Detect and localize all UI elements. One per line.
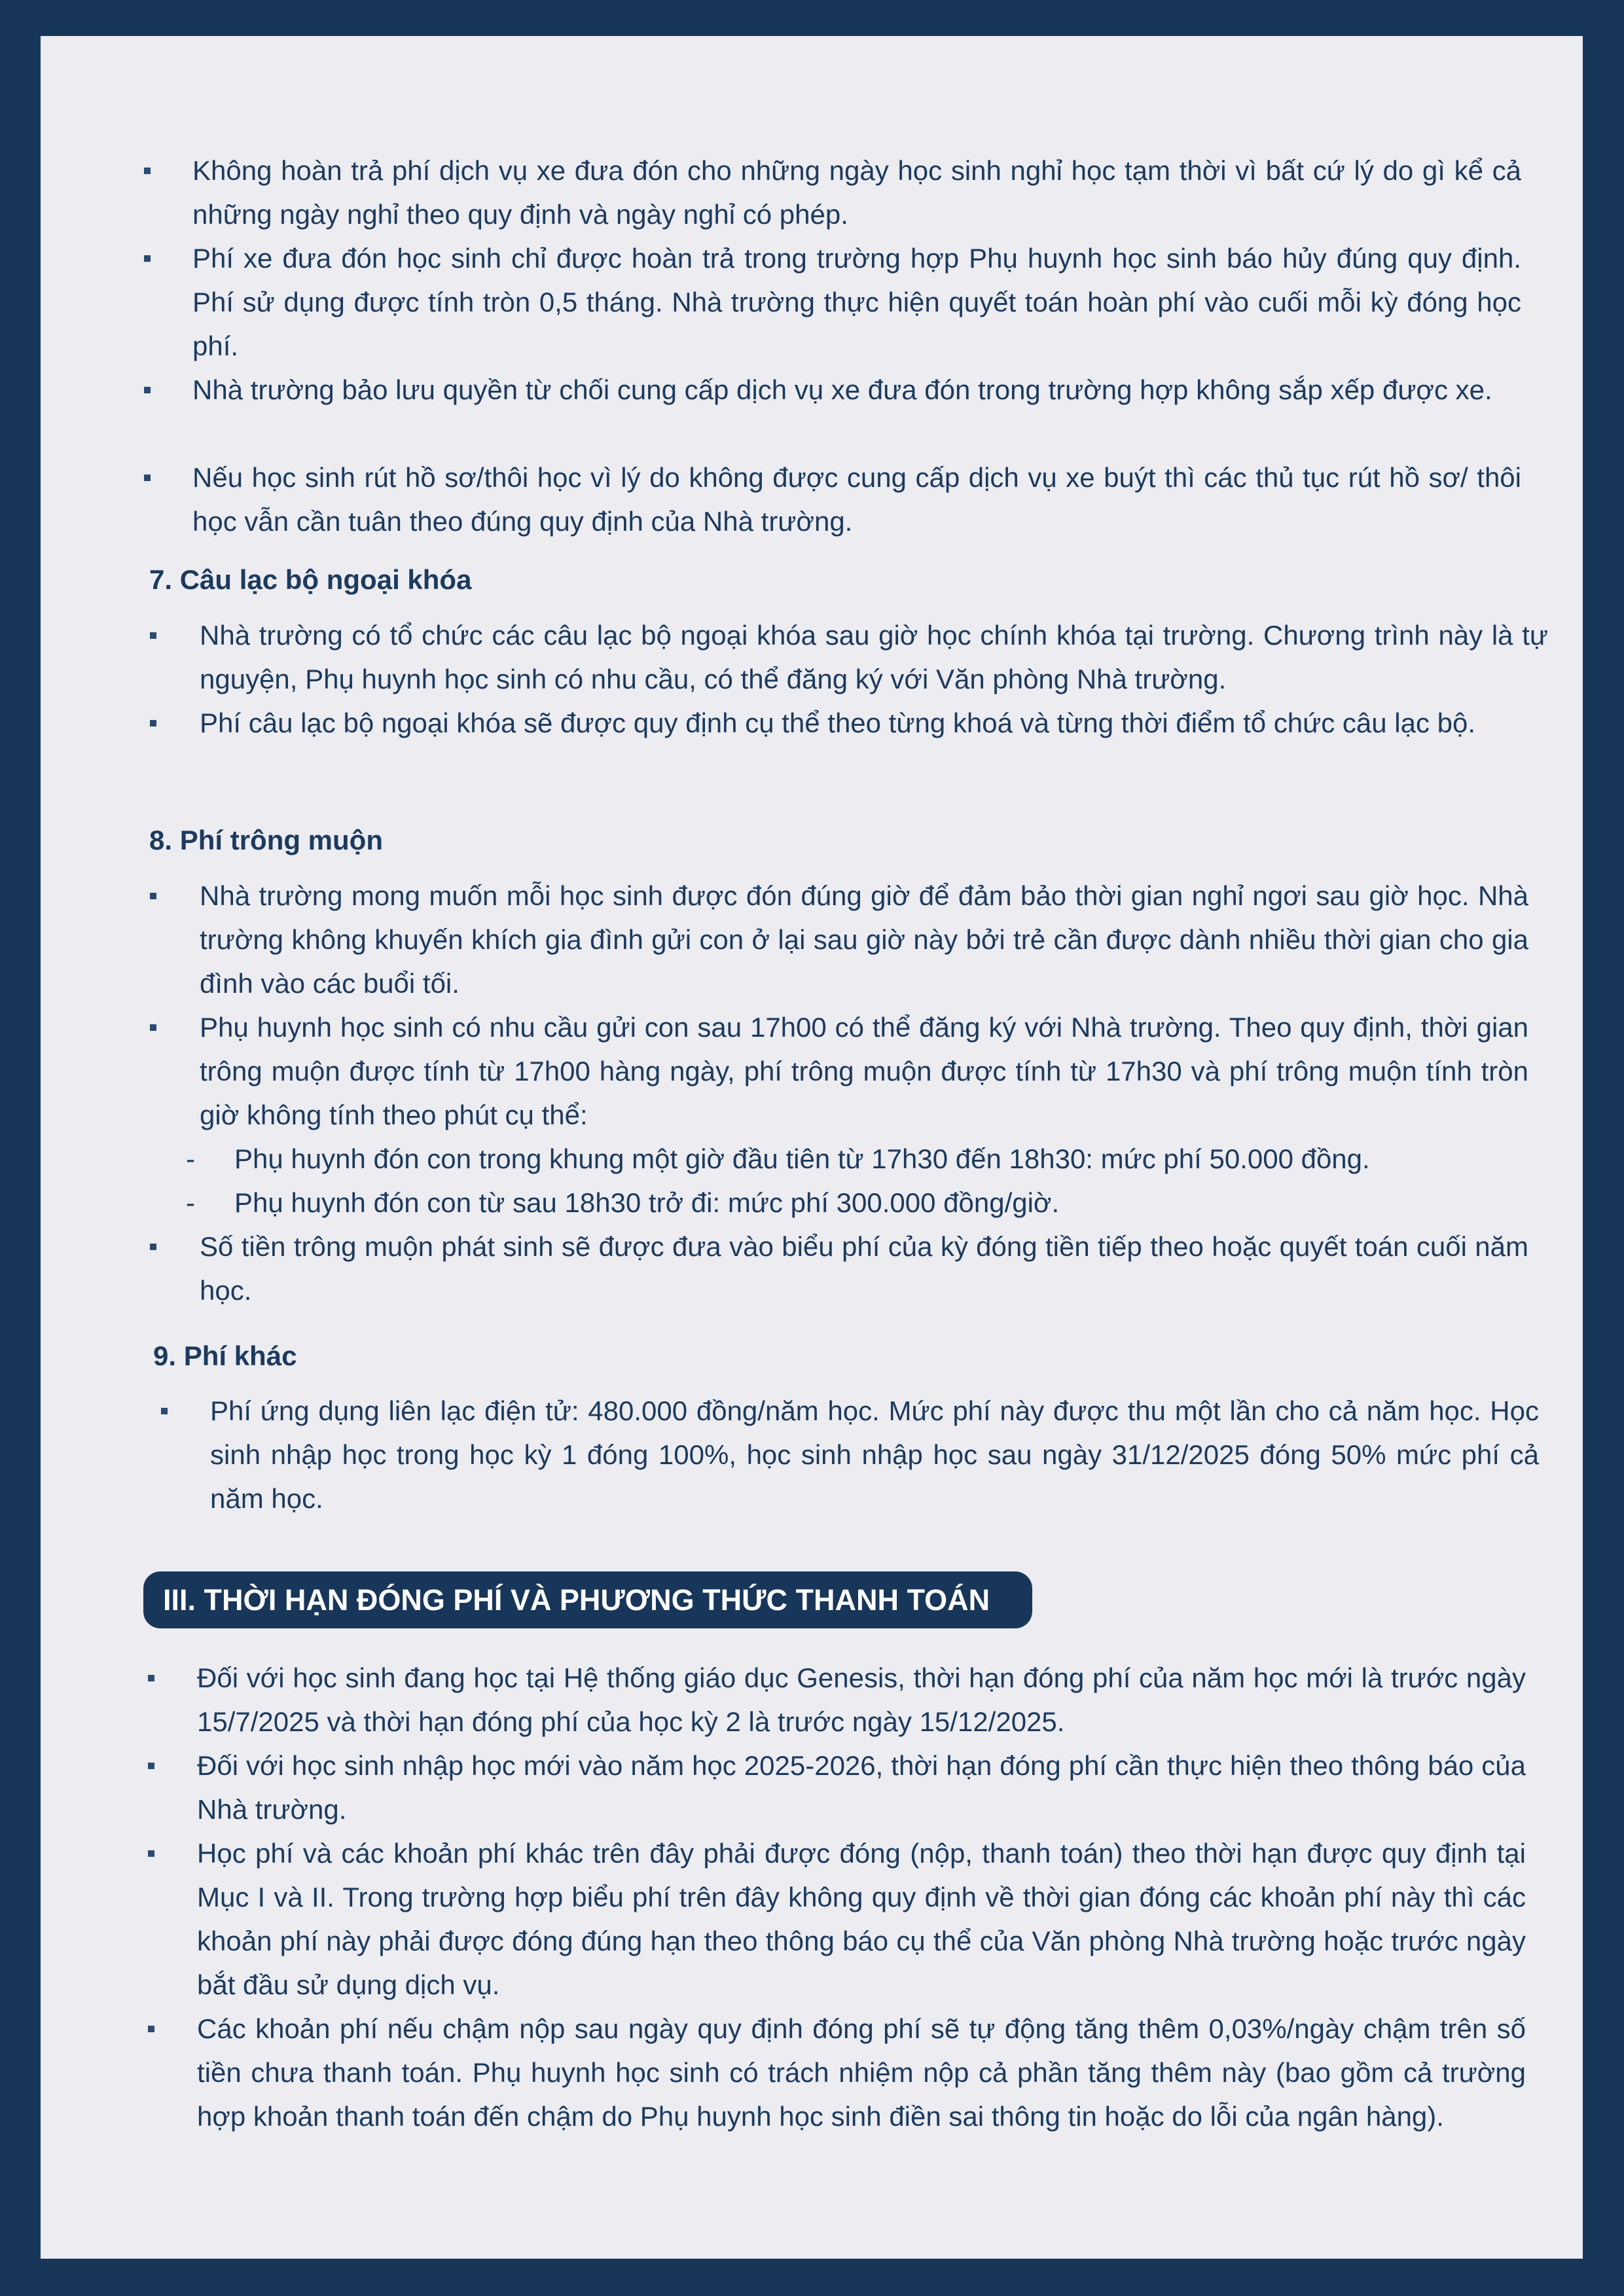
bullet-marker: [150, 893, 156, 899]
list-item: Nếu học sinh rút hồ sơ/thôi học vì lý do không được cung cấp dịch vụ xe buýt thì các thủ tục rút hồ sơ/ thôi học vẫn cần tuân theo đúng quy định của Nhà trường.: [192, 462, 1521, 537]
bullet-marker: [144, 168, 151, 174]
bullet-marker: [148, 1675, 154, 1681]
sub-list-item: Phụ huynh đón con trong khung một giờ đầu tiên từ 17h30 đến 18h30: mức phí 50.000 đồng.: [234, 1143, 1370, 1174]
list-item: Phí xe đưa đón học sinh chỉ được hoàn trả trong trường hợp Phụ huynh học sinh báo hủy đúng quy định. Phí sử dụng được tính tròn 0,5 tháng. Nhà trường thực hiện quyết toán hoàn phí vào cuối mỗi kỳ đóng học phí.: [192, 243, 1521, 361]
bullet-marker: [148, 2026, 154, 2032]
dash-marker: -: [186, 1187, 195, 1218]
bullet-marker: [148, 1763, 154, 1769]
bullet-marker: [150, 1244, 156, 1250]
bullet-marker: [148, 1850, 154, 1857]
list-item: Phụ huynh học sinh có nhu cầu gửi con sau 17h00 có thể đăng ký với Nhà trường. Theo quy định, thời gian trông muộn được tính từ 17h00 hàng ngày, phí trông muộn được tính từ 17h30 và phí trông muộn tính tròn giờ không tính theo phút cụ thể:: [200, 1012, 1528, 1130]
list-item: Đối với học sinh đang học tại Hệ thống giáo dục Genesis, thời hạn đóng phí của năm học mới là trước ngày 15/7/2025 và thời hạn đóng phí của học kỳ 2 là trước ngày 15/12/2025.: [197, 1662, 1526, 1737]
list-item: Học phí và các khoản phí khác trên đây phải được đóng (nộp, thanh toán) theo thời hạn được quy định tại Mục I và II. Trong trường hợp biểu phí trên đây không quy định về thời gian đóng các khoản phí này thì các khoản phí này phải được đóng đúng hạn theo thông báo cụ thể của Văn phòng Nhà trường hoặc trước ngày bắt đầu sử dụng dịch vụ.: [197, 1838, 1526, 2000]
list-item: Không hoàn trả phí dịch vụ xe đưa đón cho những ngày học sinh nghỉ học tạm thời vì bất cứ lý do gì kể cả những ngày nghỉ theo quy định và ngày nghỉ có phép.: [192, 155, 1521, 230]
list-item: Phí câu lạc bộ ngoại khóa sẽ được quy định cụ thể theo từng khoá và từng thời điểm tổ chức câu lạc bộ.: [200, 708, 1476, 738]
document-page: [41, 36, 1583, 2259]
list-item: Phí ứng dụng liên lạc điện tử: 480.000 đồng/năm học. Mức phí này được thu một lần cho cả năm học. Học sinh nhập học trong học kỳ 1 đóng 100%, học sinh nhập học sau ngày 31/12/2025 đóng 50% mức phí cả năm học.: [210, 1395, 1539, 1514]
section-heading-7: 7. Câu lạc bộ ngoại khóa: [149, 564, 472, 595]
bullet-marker: [150, 1024, 156, 1031]
dash-marker: -: [186, 1143, 195, 1174]
list-item: Số tiền trông muộn phát sinh sẽ được đưa vào biểu phí của kỳ đóng tiền tiếp theo hoặc quyết toán cuối năm học.: [200, 1231, 1528, 1306]
bullet-marker: [150, 632, 156, 639]
section-heading-8: 8. Phí trông muộn: [149, 825, 383, 855]
bullet-marker: [144, 255, 151, 262]
section-heading-iii-text: III. THỜI HẠN ĐÓNG PHÍ VÀ PHƯƠNG THỨC THANH TOÁN: [163, 1583, 990, 1617]
bullet-marker: [144, 475, 151, 481]
section-heading-9: 9. Phí khác: [153, 1340, 297, 1371]
list-item: Đối với học sinh nhập học mới vào năm học 2025-2026, thời hạn đóng phí cần thực hiện theo thông báo của Nhà trường.: [197, 1750, 1526, 1825]
bullet-marker: [144, 387, 151, 393]
bullet-marker: [161, 1408, 168, 1414]
list-item: Nhà trường bảo lưu quyền từ chối cung cấp dịch vụ xe đưa đón trong trường hợp không sắp xếp được xe.: [192, 374, 1492, 405]
bullet-marker: [150, 720, 156, 726]
list-item: Nhà trường mong muốn mỗi học sinh được đón đúng giờ để đảm bảo thời gian nghỉ ngơi sau giờ học. Nhà trường không khuyến khích gia đình gửi con ở lại sau giờ này bởi trẻ cần được dành nhiều thời gian cho gia đình vào các buổi tối.: [200, 880, 1528, 999]
list-item: Nhà trường có tổ chức các câu lạc bộ ngoại khóa sau giờ học chính khóa tại trường. Chương trình này là tự nguyện, Phụ huynh học sinh có nhu cầu, có thể đăng ký với Văn phòng Nhà trường.: [200, 620, 1548, 694]
sub-list-item: Phụ huynh đón con từ sau 18h30 trở đi: mức phí 300.000 đồng/giờ.: [234, 1187, 1060, 1218]
list-item: Các khoản phí nếu chậm nộp sau ngày quy định đóng phí sẽ tự động tăng thêm 0,03%/ngày chậm trên số tiền chưa thanh toán. Phụ huynh học sinh có trách nhiệm nộp cả phần tăng thêm này (bao gồm cả trường hợp khoản thanh toán đến chậm do Phụ huynh học sinh điền sai thông tin hoặc do lỗi của ngân hàng).: [197, 2013, 1526, 2132]
section-heading-iii: [143, 1571, 1032, 1628]
